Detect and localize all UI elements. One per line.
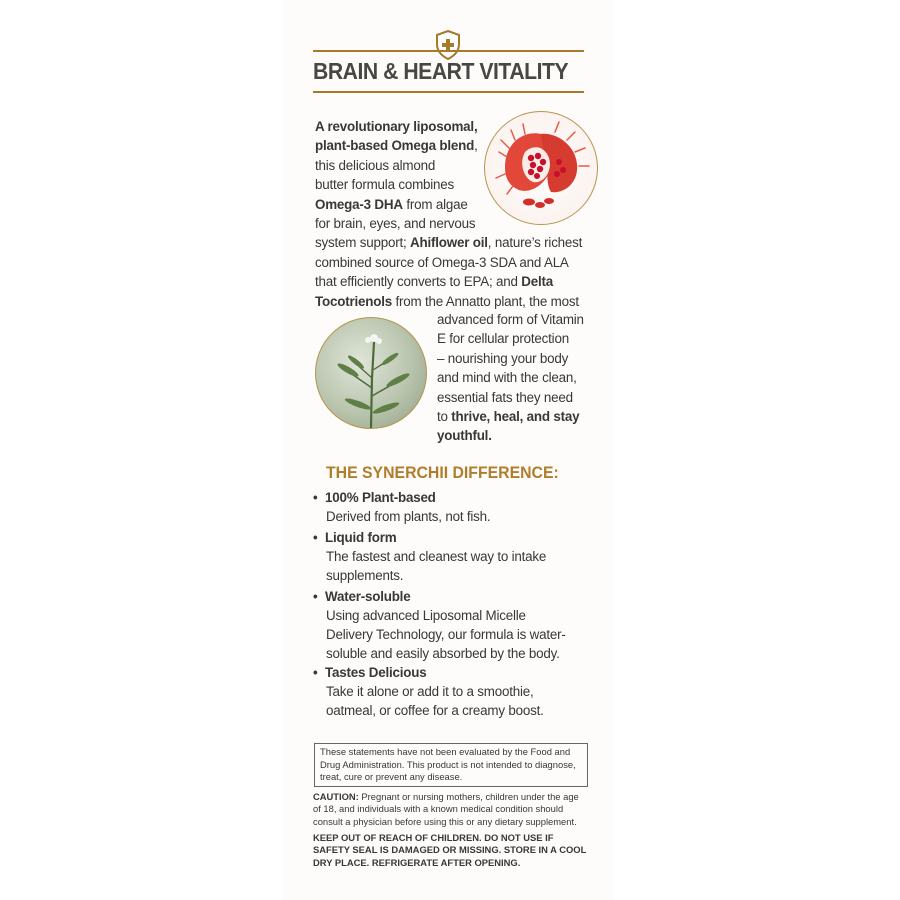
intro-text: butter formula combines [315, 177, 455, 193]
intro-text: for brain, eyes, and nervous [315, 216, 476, 232]
intro-line [437, 407, 587, 426]
intro-text: , nature’s richest [487, 235, 583, 251]
storage-warning: KEEP OUT OF REACH OF CHILDREN. DO NOT USE IF SAFETY SEAL IS DAMAGED OR MISSING. STORE IN A COOL DRY PLACE. REFRIGERATE AFTER OPENING. [313, 832, 587, 868]
intro-line [437, 329, 587, 348]
difference-item-plant-based [313, 488, 583, 526]
difference-item-tastes-delicious [313, 663, 583, 720]
intro-text: essential fats they need [437, 389, 573, 405]
intro-line [315, 292, 585, 311]
intro-emphasis: Tocotrienols [315, 293, 392, 309]
intro-line [437, 426, 587, 445]
intro-emphasis: A revolutionary liposomal, [315, 119, 478, 134]
intro-line [315, 272, 585, 291]
intro-emphasis: plant-based Omega blend [315, 138, 475, 154]
intro-emphasis: Ahiflower oil [410, 235, 488, 251]
intro-text: that efficiently converts to EPA; and [315, 274, 522, 290]
difference-item-heading: • Liquid form [313, 530, 397, 545]
ahiflower-plant-image [315, 317, 427, 429]
intro-text: from algae [402, 196, 468, 212]
difference-item-description: Derived from plants, not fish. [326, 509, 491, 524]
header-top-rule [313, 50, 584, 52]
difference-item-heading: • Water-soluble [313, 589, 411, 604]
fda-disclaimer: These statements have not been evaluated by the Food and Drug Administration. This product is not intended to diagnose, treat, cure or prevent any disease. [314, 743, 588, 787]
intro-emphasis: Delta [521, 274, 554, 290]
intro-emphasis: Omega-3 DHA [315, 196, 403, 212]
intro-text: , [474, 138, 478, 154]
difference-item-water-soluble [313, 587, 583, 663]
intro-text: advanced form of Vitamin [437, 312, 584, 327]
intro-emphasis: thrive, heal, and stay [451, 409, 580, 425]
difference-item-heading: • Tastes Delicious [313, 665, 427, 680]
difference-item-liquid-form [313, 528, 583, 585]
bullet-icon: • [313, 530, 318, 545]
annatto-fruit-image [484, 111, 598, 225]
header-bottom-rule [313, 91, 584, 93]
intro-text: and mind with the clean, [437, 370, 577, 386]
shield-cross-icon [435, 30, 461, 60]
intro-line [437, 349, 587, 368]
page-title: BRAIN & HEART VITALITY [313, 58, 569, 84]
intro-text: system support; [315, 235, 411, 251]
intro-text: E for cellular protection [437, 331, 569, 347]
intro-line [437, 388, 587, 407]
intro-emphasis: youthful. [437, 428, 492, 444]
intro-line [437, 368, 587, 387]
synerchii-difference-title: THE SYNERCHII DIFFERENCE: [326, 463, 559, 482]
difference-item-description: Take it alone or add it to a smoothie, oatmeal, or coffee for a creamy boost. [326, 684, 544, 718]
intro-line [315, 253, 585, 272]
intro-text: to [437, 409, 452, 425]
intro-line [315, 233, 585, 252]
intro-line [437, 310, 587, 329]
bullet-icon: • [313, 490, 318, 505]
difference-item-description: The fastest and cleanest way to intake supplements. [326, 549, 547, 583]
caution-label: CAUTION: [313, 791, 359, 802]
intro-text: – nourishing your body [437, 350, 569, 366]
difference-item-description: Using advanced Liposomal Micelle Delivery Technology, our formula is water-soluble and easily absorbed by the body. [326, 608, 566, 661]
caution-text: Pregnant or nursing mothers, children under the age of 18, and individuals with a known medical condition should consult a physician before using this or any dietary supplement. [313, 791, 579, 827]
intro-text: this delicious almond [315, 157, 436, 173]
intro-paragraph-continued [437, 310, 587, 446]
bullet-icon: • [313, 589, 318, 604]
intro-text: from the Annatto plant, the most [391, 293, 579, 309]
caution-statement [313, 791, 589, 828]
bullet-icon: • [313, 665, 318, 680]
difference-item-heading: • 100% Plant-based [313, 490, 436, 505]
intro-text: combined source of Omega-3 SDA and ALA [315, 254, 569, 270]
